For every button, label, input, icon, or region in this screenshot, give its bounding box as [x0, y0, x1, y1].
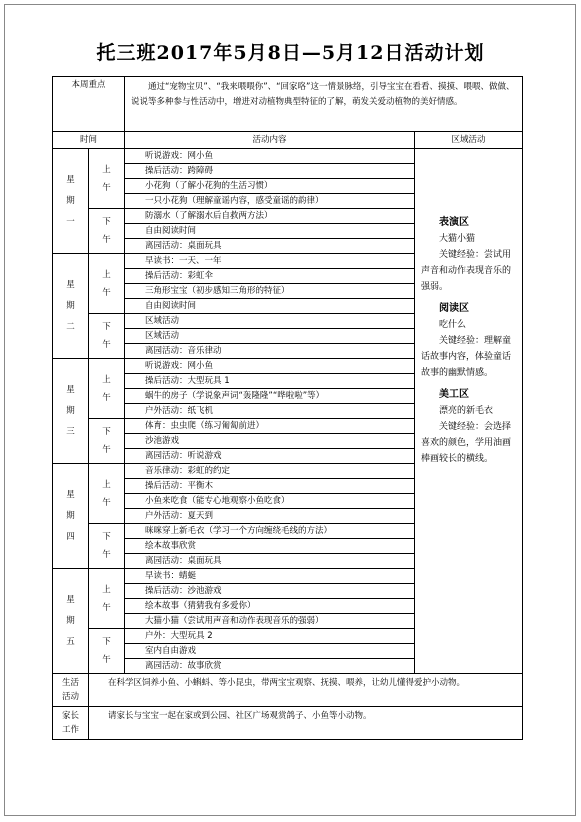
char: 星	[66, 279, 75, 290]
activity-row	[53, 149, 523, 164]
area-activity-name: 漂亮的新毛衣	[439, 406, 494, 416]
activity-cell: 操后活动：大型玩具 1	[125, 374, 415, 389]
day-label	[53, 149, 89, 254]
char: 星	[66, 174, 75, 185]
day-label	[53, 569, 89, 674]
page-title: 托三班2017年5月8日—5月12日活动计划	[96, 42, 485, 64]
char: 上	[102, 374, 111, 385]
char: 午	[102, 235, 111, 245]
char: 一	[66, 216, 75, 227]
focus-row	[53, 77, 523, 132]
char: 星	[66, 384, 75, 395]
activity-cell: 离园活动：音乐律动	[125, 344, 415, 359]
char: 下	[102, 322, 111, 332]
label-line: 家长	[61, 711, 79, 721]
char: 午	[102, 602, 111, 613]
area-key-experience: 关键经验：理解童话故事内容，体验童话故事的幽默情感。	[421, 336, 512, 378]
activity-cell: 早读书：蜻蜓	[125, 569, 415, 584]
activity-cell: 户外活动：纸飞机	[125, 404, 415, 419]
char: 二	[66, 321, 75, 332]
char: 三	[66, 426, 75, 437]
afternoon-label	[89, 629, 125, 674]
activity-cell: 户外活动：夏天到	[125, 509, 415, 524]
char: 期	[66, 405, 75, 416]
life-text: 在科学区饲养小鱼、小蝌蚪、等小昆虫，带两宝宝观察、抚摸、喂养，让幼儿懂得爱护小动物。	[89, 674, 523, 707]
label-line: 工作	[61, 725, 79, 735]
activity-cell: 离园活动：故事欣赏	[125, 659, 415, 674]
area-activities	[415, 149, 523, 674]
morning-label	[89, 254, 125, 314]
activity-cell: 防溺水（了解溺水后自救两方法）	[125, 209, 415, 224]
activity-cell: 户外：大型玩具 2	[125, 629, 415, 644]
life-label	[53, 674, 89, 707]
char: 期	[66, 195, 75, 206]
activity-cell: 绘本故事（猜猜我有多爱你）	[125, 599, 415, 614]
morning-label	[89, 359, 125, 419]
activity-cell: 自由阅读时间	[125, 224, 415, 239]
activity-cell: 小鱼来吃食（能专心地观察小鱼吃食）	[125, 494, 415, 509]
label-line: 活动	[61, 692, 79, 702]
char: 上	[102, 584, 111, 595]
char: 下	[102, 532, 111, 542]
activity-cell: 小花狗（了解小花狗的生活习惯）	[125, 179, 415, 194]
activity-cell: 区域活动	[125, 329, 415, 344]
char: 午	[102, 182, 111, 193]
activity-cell: 自由阅读时间	[125, 299, 415, 314]
day-label	[53, 254, 89, 359]
activity-cell: 一只小花狗（理解童谣内容，感受童谣的韵律）	[125, 194, 415, 209]
activity-cell: 区域活动	[125, 314, 415, 329]
char: 星	[66, 594, 75, 605]
activity-cell: 操后活动：平衡木	[125, 479, 415, 494]
char: 上	[102, 269, 111, 280]
activity-cell: 室内自由游戏	[125, 644, 415, 659]
family-row	[53, 707, 523, 740]
char: 午	[102, 340, 111, 350]
label-line: 生活	[61, 678, 79, 688]
activity-cell: 操后活动：跨障碍	[125, 164, 415, 179]
activity-cell: 离园活动：听说游戏	[125, 449, 415, 464]
time-header: 时间	[53, 132, 125, 149]
char: 下	[102, 217, 111, 227]
char: 上	[102, 164, 111, 175]
afternoon-label	[89, 209, 125, 254]
activity-cell: 离园活动：桌面玩具	[125, 554, 415, 569]
morning-label	[89, 464, 125, 524]
char: 午	[102, 655, 111, 665]
family-text: 请家长与宝宝一起在家或到公园、社区广场观赏鸽子、小鱼等小动物。	[89, 707, 523, 740]
char: 午	[102, 497, 111, 508]
char: 午	[102, 392, 111, 403]
area-activity-name: 大猫小猫	[439, 234, 476, 244]
char: 期	[66, 615, 75, 626]
focus-text: 通过“宠物宝贝”、“我来喂喂你”、“回家咯”这一情景脉络，引导宝宝在看看、摸摸、喂喂、做做、说说等多种参与性活动中，增进对动植物典型特征的了解，萌发关爱动植物的美好情感。	[125, 77, 523, 132]
activity-cell: 体育：虫虫爬（练习匍匐前进）	[125, 419, 415, 434]
area-key-experience: 关键经验：尝试用声音和动作表现音乐的强弱。	[421, 250, 512, 292]
focus-label: 本周重点	[53, 77, 125, 132]
activity-cell: 沙池游戏	[125, 434, 415, 449]
activity-cell: 听说游戏：网小鱼	[125, 359, 415, 374]
char: 午	[102, 287, 111, 298]
char: 星	[66, 489, 75, 500]
activity-cell: 蜗牛的房子（学说象声词“轰隆隆”“哗啦啦”等）	[125, 389, 415, 404]
char: 期	[66, 300, 75, 311]
afternoon-label	[89, 314, 125, 359]
afternoon-label	[89, 419, 125, 464]
char: 午	[102, 445, 111, 455]
area-key-experience: 关键经验：会选择喜欢的颜色，学用油画棒画较长的横线。	[421, 422, 512, 464]
activity-cell: 操后活动：沙池游戏	[125, 584, 415, 599]
day-label	[53, 359, 89, 464]
char: 五	[66, 636, 75, 647]
header-row	[53, 132, 523, 149]
morning-label	[89, 149, 125, 209]
content-header: 活动内容	[125, 132, 415, 149]
char: 上	[102, 479, 111, 490]
activity-cell: 早读书：一天、一年	[125, 254, 415, 269]
activity-cell: 听说游戏：网小鱼	[125, 149, 415, 164]
activity-cell: 大猫小猫（尝试用声音和动作表现音乐的强弱）	[125, 614, 415, 629]
activity-plan-table	[52, 76, 523, 740]
activity-cell: 三角形宝宝（初步感知三角形的特征）	[125, 284, 415, 299]
family-label	[53, 707, 89, 740]
char: 下	[102, 637, 111, 647]
char: 下	[102, 427, 111, 437]
day-label	[53, 464, 89, 569]
area-header: 区域活动	[415, 132, 523, 149]
activity-cell: 音乐律动：彩虹的约定	[125, 464, 415, 479]
activity-cell: 操后活动：彩虹伞	[125, 269, 415, 284]
afternoon-label	[89, 524, 125, 569]
life-row	[53, 674, 523, 707]
morning-label	[89, 569, 125, 629]
area-activity-name: 吃什么	[439, 320, 467, 330]
activity-cell: 咪咪穿上新毛衣（学习一个方向缠绕毛线的方法）	[125, 524, 415, 539]
area-title: 表演区	[439, 217, 470, 228]
activity-cell: 绘本故事欣赏	[125, 539, 415, 554]
char: 四	[66, 531, 75, 542]
area-title: 阅读区	[439, 303, 470, 314]
area-title: 美工区	[439, 389, 470, 400]
char: 午	[102, 550, 111, 560]
activity-cell: 离园活动：桌面玩具	[125, 239, 415, 254]
char: 期	[66, 510, 75, 521]
